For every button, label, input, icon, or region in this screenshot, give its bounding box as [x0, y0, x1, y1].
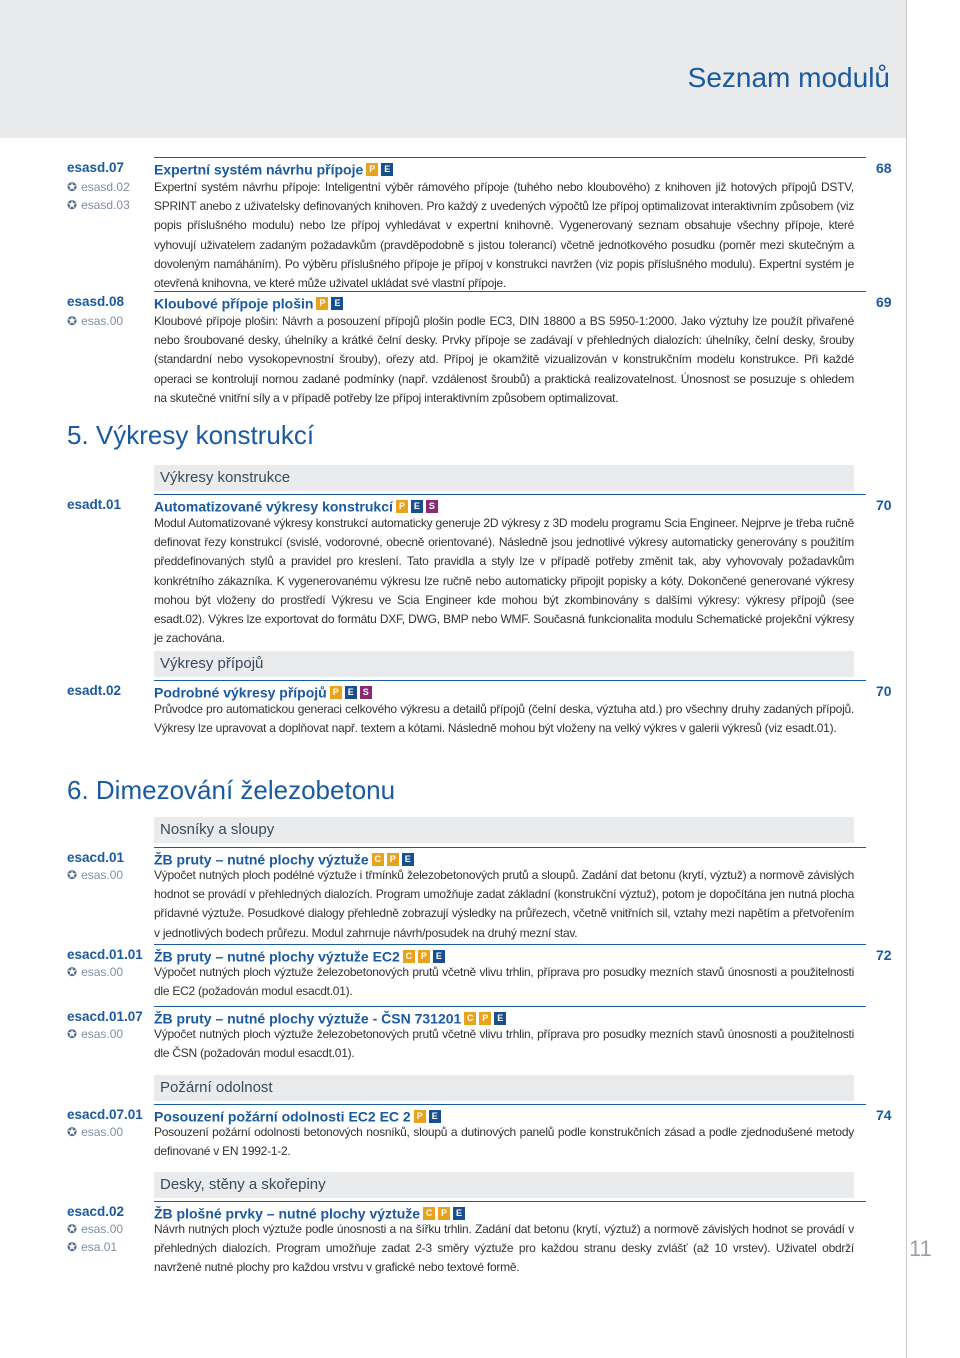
badge-c-icon: C	[403, 950, 415, 963]
badge-c-icon: C	[464, 1012, 476, 1025]
module-code: esadt.02	[67, 683, 122, 698]
badge-e-icon: E	[453, 1207, 465, 1220]
section-heading: Výkresy přípojů	[160, 655, 264, 672]
module-code: esacd.07.01	[67, 1107, 143, 1122]
module-code: esasd.07	[67, 160, 125, 175]
module-title: ŽB pruty – nutné plochy výztuže EC2 C P E	[154, 947, 445, 964]
module-page: 74	[876, 1107, 892, 1123]
chapter-heading: 6. Dimezování železobetonu	[67, 775, 396, 805]
module-description: Posouzení požární odolnosti betonových nosníků, sloupů a dutinových panelů podle konstrukčních zásad a podle zjednodušené metody definované v EN 1992-1-2.	[154, 1125, 854, 1159]
module-title: Expertní systém návrhu přípoje P E	[154, 160, 393, 177]
module-subcode: ✪ esas.00	[67, 868, 124, 882]
badge-e-icon: E	[345, 686, 357, 699]
badge-e-icon: E	[331, 297, 343, 310]
link-icon: ✪	[67, 1222, 78, 1236]
link-icon: ✪	[67, 314, 78, 328]
module-rule	[154, 847, 866, 848]
link-icon: ✪	[67, 868, 78, 882]
section-heading: Výkresy konstrukce	[160, 469, 291, 486]
section-heading: Požární odolnost	[160, 1079, 273, 1096]
chapter-heading: 5. Výkresy konstrukcí	[67, 420, 315, 450]
module-subcode: ✪ esas.00	[67, 1027, 124, 1041]
badge-c-icon: C	[423, 1207, 435, 1220]
link-icon: ✪	[67, 965, 78, 979]
module-subcode: ✪ esasd.03	[67, 198, 130, 212]
module-title: ŽB pruty – nutné plochy výztuže - ČSN 731201 C P E	[154, 1009, 506, 1026]
module-subcode: ✪ esas.00	[67, 1222, 124, 1236]
module-description: Modul Automatizované výkresy konstrukcí automaticky generuje 2D výkresy z 3D modelu programu Scia Engineer. Nejprve je třeba ručně definovat řezy konstrukcí (svislé, vodorovné, obecně orientované). Následně jsou jednotlivé výkresy automaticky generovány s použitím předdefinovaných stylů a pravidel pro kreslení. Tato pravidla a styly lze v případě potřeby změnit tak, aby vyhovovaly požadavkům konkrétního zákazníka. K vygenerovanému výkresu lze ručně nebo automaticky připojit popisky a kóty. Dokončené generované výkresy mohou být vloženy do prostředí Výkresu ve Scia Engineer kde mohou být zkombinovány s dalšími výkresy: výkresy přípojů (see esadt.02). Výkres lze exportovat do formátu DXF, DWG, BMP nebo WMF. Současná funkcionalita modulu Schematické projekční výkresy je zachována.	[154, 516, 854, 646]
module-code: esadt.01	[67, 497, 122, 512]
badge-e-icon: E	[411, 500, 423, 513]
module-page: 70	[876, 683, 892, 699]
module-subcode: ✪ esas.00	[67, 965, 124, 979]
module-subcode: ✪ esas.00	[67, 314, 124, 328]
module-rule	[154, 680, 866, 681]
module-title: ŽB pruty – nutné plochy výztuže C P E	[154, 850, 414, 867]
link-icon: ✪	[67, 198, 78, 212]
module-rule	[154, 1201, 866, 1202]
module-title: Automatizované výkresy konstrukcí P E S	[154, 497, 438, 514]
page-number: 11	[909, 1236, 932, 1261]
module-description: Kloubové přípoje plošin: Návrh a posouzení přípojů plošin podle EC3, DIN 18800 a BS 5950-1:2000. Jako výztuhy lze použít přivařené nebo šroubované desky, úhelníky a krátké čelní desky. Prvky přípoje se zadávají v přehledných dialozích: úhelníky, čelní desky, šrouby (standardní nebo vysokopevnostní šrouby), ořezy atd. Přípoj je okamžitě vizualizován v konstrukčním modelu konstrukce. Při každé operaci se kontrolují nornou zadané podmínky (např. vzdálenost šroubů) a praktická realizovatelnost. Únosnost se posuzuje s ohledem na skutečné vnitřní síly a v případě potřeby lze přípoj interaktivním způsobem optimalizovat.	[154, 314, 854, 405]
module-page: 69	[876, 294, 892, 310]
module-title: Posouzení požární odolnosti EC2 EC 2 P E	[154, 1107, 441, 1124]
module-title: Podrobné výkresy přípojů P E S	[154, 683, 372, 700]
module-subcode: ✪ esasd.02	[67, 180, 130, 194]
section-heading: Nosníky a sloupy	[160, 821, 275, 838]
module-subcode: ✪ esa.01	[67, 1240, 118, 1254]
link-icon: ✪	[67, 180, 78, 194]
module-description: Expertní systém návrhu přípoje: Inteligentní výběr rámového přípoje (tuhého nebo kloubového) z knihoven již hotových přípojů DSTV, SPRINT anebo z uživatelsky definovaných knihoven. Pro každý z uvedených výpočtů lze přípoj optimalizovat interaktivním způsobem (viz popis příslušného modulu) nebo lze přípoj vyhledávat v expertní knihovně. Vygenerovaný seznam obsahuje všechny přípoje, které vyhovují uživatelem zadaným požadavkům (pravděpodobně s jistou tolerancí) včetně jednotkového posudku (poměr mezi skutečným a dovoleným namáháním). Po výběru příslušného přípoje je přípoj v konstrukci navržen (viz popis příslušného modulu). Expertní systém je otevřená knihovna, ve které může uživatel ukládat své vlastní přípoje.	[154, 180, 854, 291]
module-subcode: ✪ esas.00	[67, 1125, 124, 1139]
module-code: esacd.01	[67, 850, 125, 865]
section-heading: Desky, stěny a skořepiny	[160, 1176, 326, 1193]
module-rule	[154, 291, 866, 292]
badge-p-icon: P	[479, 1012, 491, 1025]
module-description: Výpočet nutných ploch výztuže železobetonových prutů včetně vlivu trhlin, příprava pro posudky mezních stavů únosnosti a použitelnosti dle ČSN (požadován modul esacdt.01).	[154, 1027, 854, 1061]
badge-p-icon: P	[316, 297, 328, 310]
link-icon: ✪	[67, 1240, 78, 1254]
module-title: Kloubové přípoje plošin P E	[154, 294, 343, 311]
badge-p-icon: P	[330, 686, 342, 699]
module-code: esacd.01.07	[67, 1009, 143, 1024]
badge-p-icon: P	[396, 500, 408, 513]
badge-c-icon: C	[372, 853, 384, 866]
module-code: esacd.02	[67, 1204, 125, 1219]
badge-p-icon: P	[418, 950, 430, 963]
module-rule	[154, 944, 866, 945]
module-page: 68	[876, 160, 892, 176]
badge-p-icon: P	[387, 853, 399, 866]
module-page: 70	[876, 497, 892, 513]
badge-e-icon: E	[429, 1110, 441, 1123]
module-description: Výpočet nutných ploch podélné výztuže i třmínků železobetonových prutů a sloupů. Zadání dat betonu (krytí, výztuž) a normově závislých hodnot se provádí v přehledných dialozích. Program umožňuje zadat základní (konstrukční výztuž), potom je dopočítána jen nutná plocha přídavné výztuže. Posudkové dialogy přehledně zobrazují výsledky na průřezech, včetně vnitřních sil, vztahy mezi napětím a přetvořením v jednotlivých bodech průřezu. Modul zahrnuje návrh/posudek na druhý mezní stav.	[154, 868, 854, 940]
badge-e-icon: E	[402, 853, 414, 866]
module-code: esasd.08	[67, 294, 125, 309]
badge-s-icon: S	[360, 686, 372, 699]
module-rule	[154, 1104, 866, 1105]
link-icon: ✪	[67, 1027, 78, 1041]
module-description: Průvodce pro automatickou generaci celkového výkresu a detailů přípojů (čelní deska, výztuha atd.) pro všechny druhy zadaných přípojů. Výkresy lze upravovat a doplňovat např. textem a kótami. Následně mohou být vloženy na velký výkres v galerii výkresů (viz esadt.01).	[154, 702, 854, 736]
badge-e-icon: E	[433, 950, 445, 963]
badge-p-icon: P	[366, 163, 378, 176]
module-title: ŽB plošné prvky – nutné plochy výztuže C P E	[154, 1204, 465, 1221]
link-icon: ✪	[67, 1125, 78, 1139]
badge-e-icon: E	[494, 1012, 506, 1025]
module-description: Návrh nutných ploch výztuže podle únosnosti a na šířku trhlin. Zadání dat betonu (krytí, výztuž) a normově závislých hodnot se provádí v přehledných dialozích. Program umožňuje zadat 2-3 směry výztuže pro každou stranu desky zvlášť (až 10 vrstev). Uživatel obdrží navržené nutné plochy pro každou vrstvu v grafické nebo textové formě.	[154, 1222, 854, 1275]
page-title: Seznam modulů	[687, 62, 890, 93]
module-rule	[154, 1006, 866, 1007]
module-rule	[154, 157, 866, 158]
module-description: Výpočet nutných ploch výztuže železobetonových prutů včetně vlivu trhlin, příprava pro posudky mezních stavů únosnosti a použitelnosti dle EC2 (požadován modul esacdt.01).	[154, 965, 854, 999]
module-page: 72	[876, 947, 892, 963]
badge-p-icon: P	[438, 1207, 450, 1220]
module-rule	[154, 494, 866, 495]
badge-p-icon: P	[414, 1110, 426, 1123]
badge-s-icon: S	[426, 500, 438, 513]
module-code: esacd.01.01	[67, 947, 143, 962]
badge-e-icon: E	[381, 163, 393, 176]
page-edge-divider	[906, 0, 907, 1358]
